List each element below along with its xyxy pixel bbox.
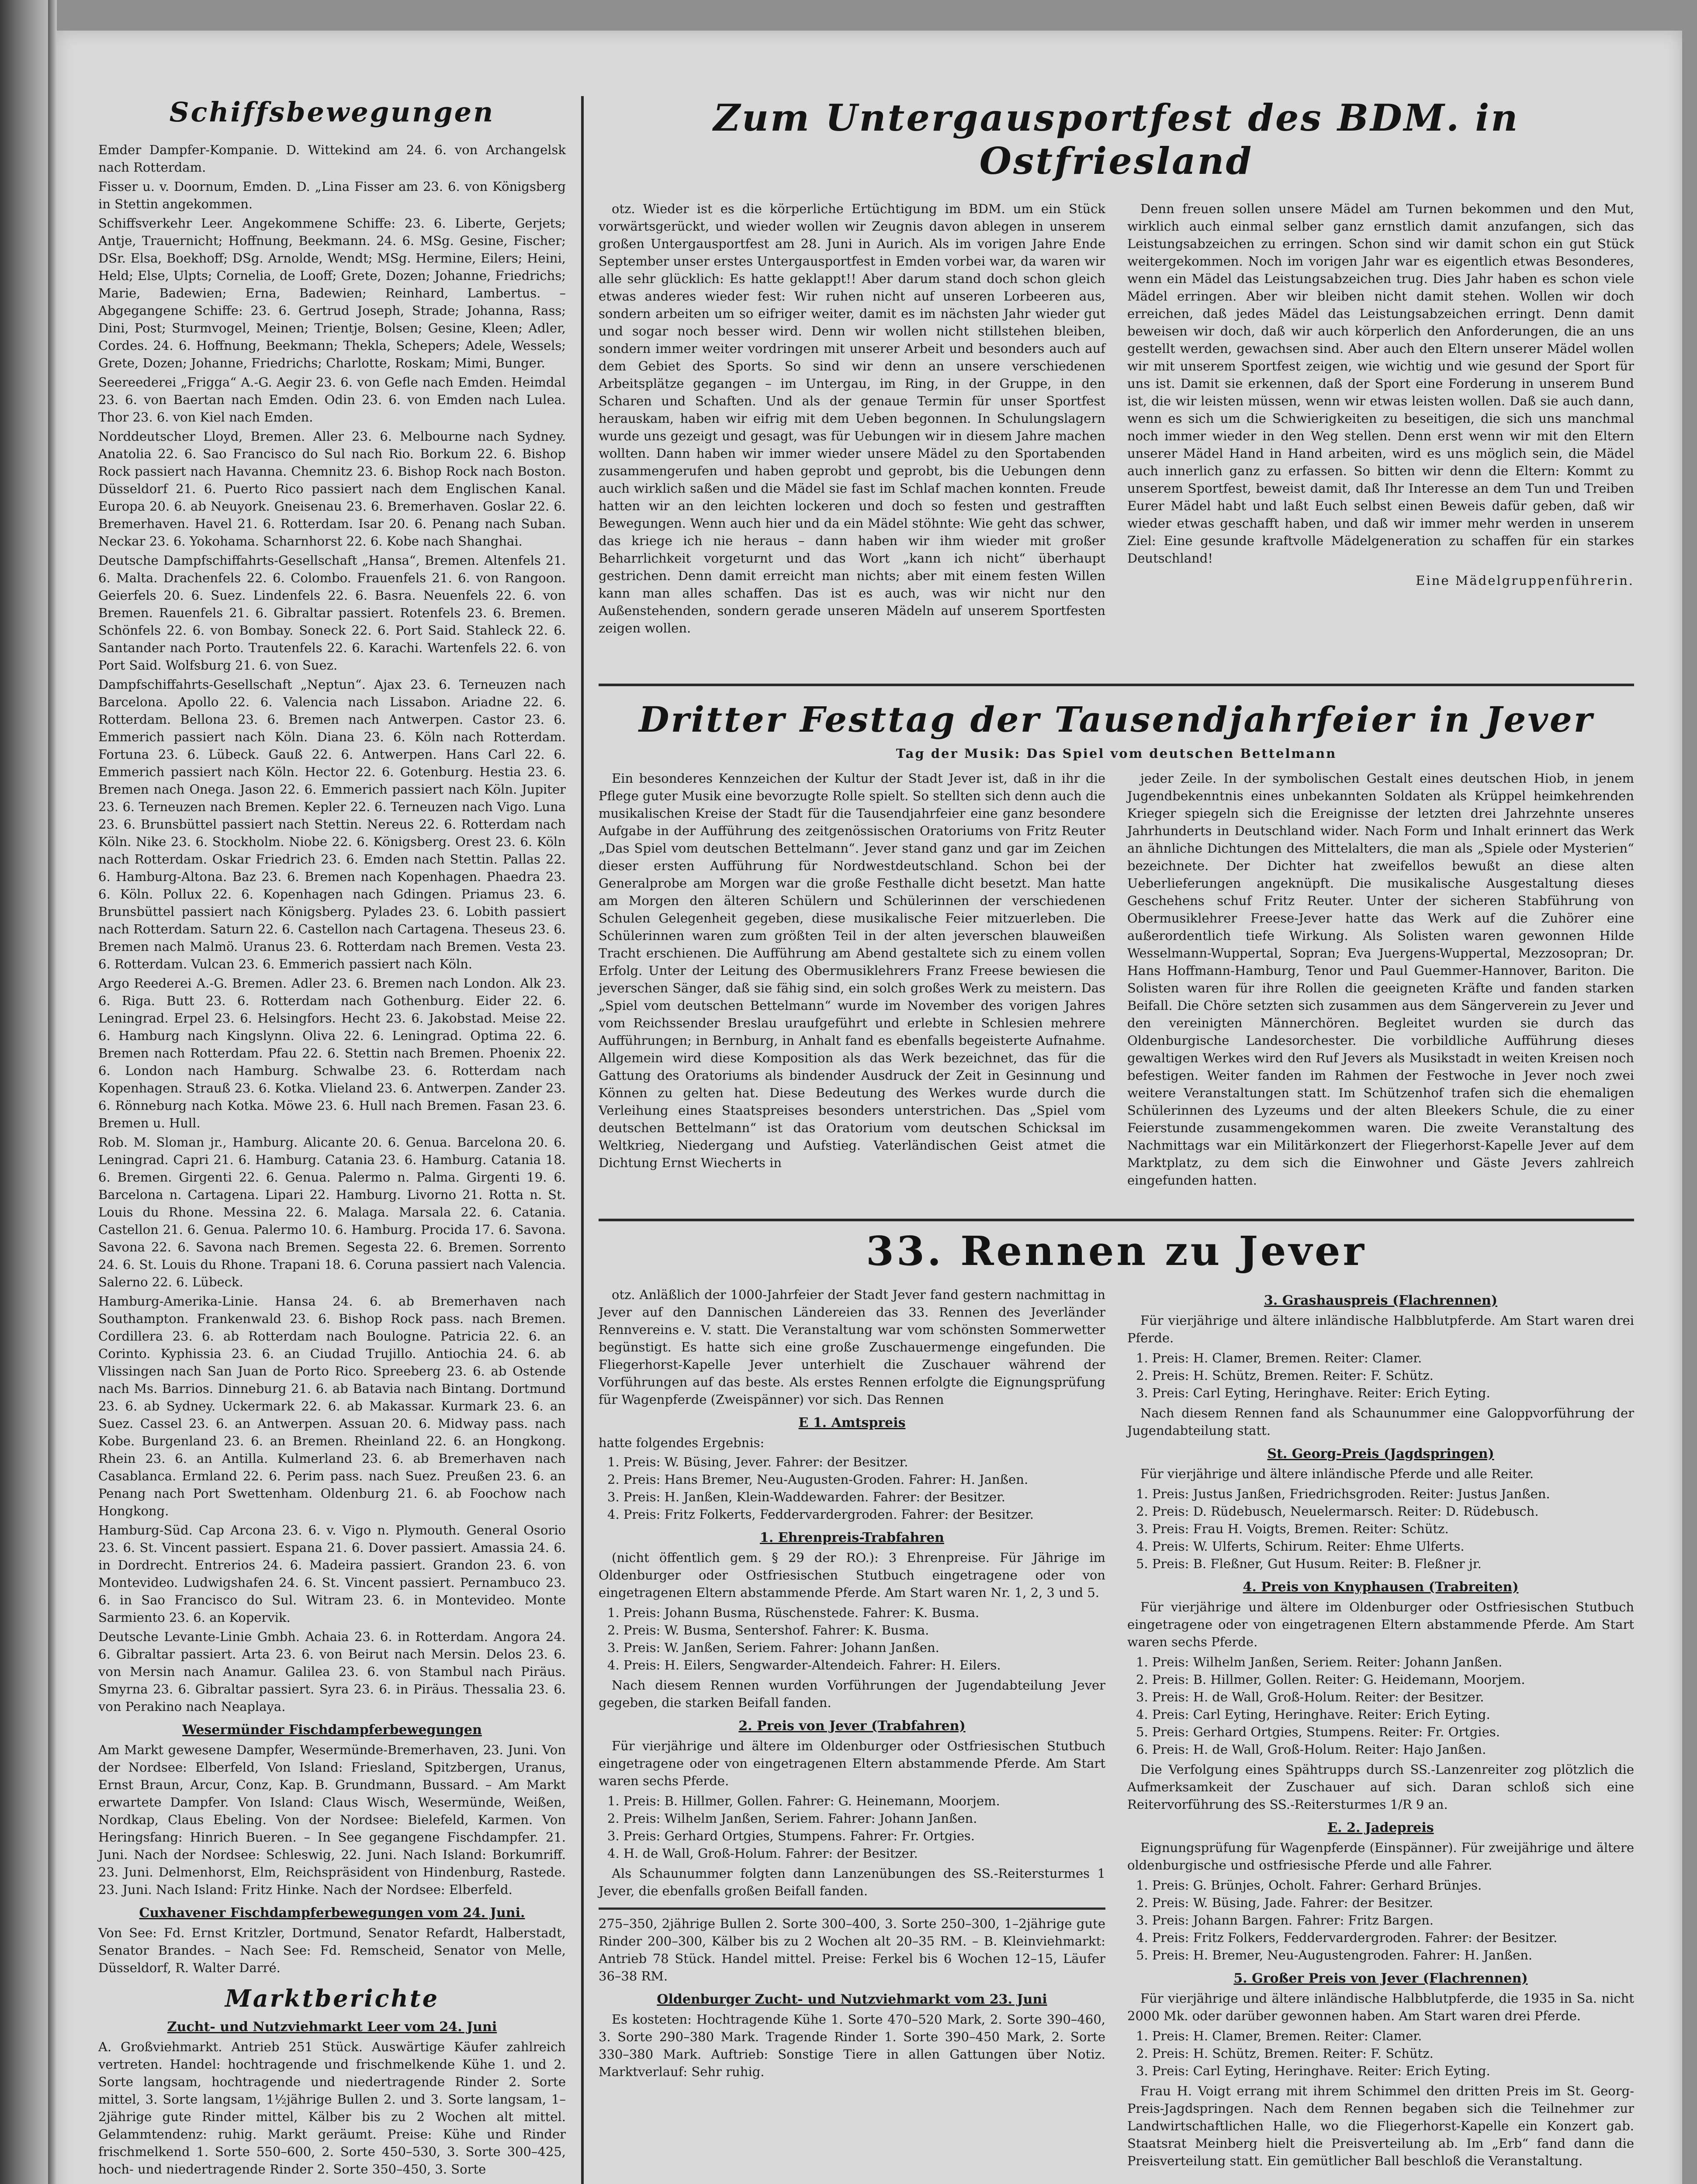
cuxhaven-subheading: Cuxhavener Fischdampferbewegungen vom 24. Juni. <box>139 1905 525 1921</box>
result-line: 3. Preis: Gerhard Ortgies, Stumpens. Fahrer: Fr. Ortgies. <box>607 1828 975 1843</box>
festival-column-2: jeder Zeile. In der symbolischen Gestalt eines deutschen Hiob, in jenem Jugendbekenntnis eines unbekannten Soldaten als Krüppel heimkehrenden Krieger spiegeln sich die Ereignisse der letzten drei Jahrzehnte unseres Jahrhunderts in Deutschland wider. Nach Form und Inhalt erinnert das Werk an ähnliche Dichtungen des Mittelalters, die man als „Spiele oder Mysterien“ bezeichnete. Der Dichter hat zweifellos bewußt an diese alten Ueberlieferungen angeknüpft. Die musikalische Ausgestaltung dieses Geschehens schuf Fritz Reuter. Unter der sicheren Stabführung von Obermusiklehrer Freese-Jever hatte das Werk auf die Zuhörer eine außerordentlich tiefe Wirkung. Als Solisten waren gewonnen Hilde Wesselmann-Wuppertal, Sopran; Eva Juergens-Wuppertal, Mezzosopran; Dr. Hans Hoffmann-Hamburg, Tenor und Paul Guemmer-Hannover, Bariton. Die Solisten waren für ihre Rollen die geeigneten Kräfte und fanden starken Beifall. Die Chöre setzten sich zusammen aus dem Sängerverein zu Jever und den vereinigten Männerchören. Begleitet wurden sie durch das Oldenburgische Landesorchester. Die vorbildliche Aufführung dieses gewaltigen Werkes wird den Ruf Jevers als Musikstadt in weiten Kreisen noch befestigen. Weiter fanden im Rahmen der Festwoche in Jever noch zwei weitere Veranstaltungen statt. Im Schützenhof trafen sich die ehemaligen Schülerinnen des Lyzeums und der alten Bleekers Schule, die zu einer Feierstunde zusammengekommen waren. Die zweite Veranstaltung des Nachmittags war ein Militärkonzert der Fliegerhorst-Kapelle Jever auf dem Marktplatz, zu dem sich die Einwohner und Gäste Jevers zahlreich eingefunden hatten. <box>1127 771 1634 1188</box>
oldenburg-market-report: Es kosteten: Hochtragende Kühe 1. Sorte 470–520 Mark, 2. Sorte 390–460, 3. Sorte 290–380 Mark. Tragende Rinder 1. Sorte 390–450 Mark, 2. Sorte 330–380 Mark. Auftrieb: Sonstige Tiere in allen Gattungen über Notiz. Marktverlauf: Sehr ruhig. <box>599 2012 1105 2079</box>
festival-columns <box>599 770 1634 1192</box>
result-line: 2. Preis: W. Busma, Sentershof. Fahrer: K. Busma. <box>607 1623 929 1638</box>
result-line: 4. Preis: H. Eilers, Sengwarder-Altendeich. Fahrer: H. Eilers. <box>607 1658 1001 1673</box>
race-column-2 <box>1127 1286 1634 2172</box>
result-line: 2. Preis: Hans Bremer, Neu-Augusten-Groden. Fahrer: H. Janßen. <box>607 1472 1029 1487</box>
festival-column-1: Ein besonderes Kennzeichen der Kultur der Stadt Jever ist, daß in ihr die Pflege guter Musik eine bevorzugte Rolle spielt. So stellten sich denn auch die musikalischen Kreise der Stadt für die Tausendjahrfeier eine ganz besondere Aufgabe in der Aufführung des zeitgenössischen Oratoriums von Fritz Reuter „Das Spiel vom deutschen Bettelmann“. Jever stand ganz und gar im Zeichen dieser ersten Aufführung für Nordwestdeutschland. Schon bei der Generalprobe am Morgen war die große Festhalle dicht besetzt. Man hatte am Morgen den älteren Schülern und Schülerinnen der verschiedenen Schulen Gelegenheit gegeben, diese musikalische Feier mitzuerleben. Die Schülerinnen waren zum größten Teil in der alten jeverschen blauweißen Tracht erschienen. Die Aufführung am Abend gestaltete sich zu einem vollen Erfolg. Unter der Leitung des Obermusiklehrers Franz Freese bewiesen die jeverschen Sänger, daß sie fähig sind, ein solch großes Werk zu meistern. Das „Spiel vom deutschen Bettelmann“ wurde im November des vorigen Jahres vom Reichssender Breslau uraufgeführt und erlebte in Schlesien mehrere Aufführungen; in Bernburg, in Anhalt fand es ebenfalls begeisterte Aufnahme. Allgemein wird diese Komposition als das Werk bezeichnet, das für die Gattung des Oratoriums als bindender Ausdruck der Zeit in Gesinnung und Können zu gelten hat. Diese Bedeutung des Werkes wurde durch die Verleihung eines Staatspreises besonders unterstrichen. Das „Spiel vom deutschen Bettelmann“ ist das Oratorium vom deutschen Schicksal im Weltkrieg, Niedergang und Aufstieg. Vaterländischen Geist atmet die Dichtung Ernst Wiecherts in <box>599 771 1105 1170</box>
bdm-column-2: Denn freuen sollen unsere Mädel am Turnen bekommen und den Mut, wirklich auch einmal selber ganz ernstlich damit anzufangen, sich das Leistungsabzeichen zu erringen. Schon sind wir damit schon ein gut Stück weitergekommen. Noch im vorigen Jahr war es eigentlich etwas Besonderes, wenn ein Mädel das Leistungsabzeichen trug. Dies Jahr haben es schon viele Mädel erringen. Aber wir bleiben nicht damit stehen. Wollen wir doch erreichen, daß jedes Mädel das Leistungsabzeichen erringt. Denn damit beweisen wir doch, daß wir auch körperlich den Anforderungen, die an uns gestellt werden, gewachsen sind. Aber auch den Eltern unserer Mädel wollen wir mit unserem Sportfest zeigen, wie wichtig und wie gesund der Sport für uns ist. Damit sie erkennen, daß der Sport eine Forderung in unserem Bund ist, die wir leisten müssen, wenn wir etwas leisten wollen. Daß sie auch dann, wenn es sich um die Schwierigkeiten zu beseitigen, die sich uns manchmal noch immer wieder in den Weg stellen. Denn erst wenn wir mit den Eltern unserer Mädel Hand in Hand arbeiten, wird es uns möglich sein, die Mädel auch innerlich ganz zu erfassen. So bitten wir denn die Eltern: Kommt zu unserem Sportfest, beweist damit, daß Ihr Interesse an dem Tun und Treiben Eurer Mädel habt und laßt Euch selbst einen Beweis dafür geben, daß wir wieder etwas geschafft haben, und daß wir immer mehr werden in unserem Ziel: Eine gesunde kraftvolle Mädelgeneration zu schaffen für ein starkes Deutschland! <box>1127 201 1634 566</box>
result-line: 2. Preis: H. Schütz, Bremen. Reiter: F. Schütz. <box>1136 1368 1434 1383</box>
left-column <box>98 96 566 2180</box>
result-line: 5. Preis: H. Bremer, Neu-Augustengroden. Fahrer: H. Janßen. <box>1136 1948 1533 1963</box>
result-line: 4. Preis: W. Ulferts, Schirum. Reiter: Ehme Ulferts. <box>1136 1539 1465 1554</box>
race-8-intro: Für vierjährige und ältere inländische Halbblutpferde, die 1935 in Sa. nicht 2000 Mk. oder darüber gewonnen haben. Am Start waren drei Pferde. <box>1127 1991 1634 2023</box>
shipping-entry: Norddeutscher Lloyd, Bremen. Aller 23. 6. Melbourne nach Sydney. Anatolia 22. 6. Sao Francisco do Sul nach Rio. Borkum 22. 6. Bishop Rock passiert nach Havanna. Chemnitz 23. 6. Bishop Rock nach Boston. Düsseldorf 21. 6. Puerto Rico passiert nach dem Englischen Kanal. Europa 20. 6. ab Neuyork. Gneisenau 23. 6. Bremerhaven. Goslar 22. 6. Bremerhaven. Havel 21. 6. Rotterdam. Isar 20. 6. Penang nach Suban. Neckar 23. 6. Yokohama. Scharnhorst 22. 6. Kobe nach Shanghai. <box>98 429 566 549</box>
race-4-intro: Für vierjährige und ältere inländische Halbblutpferde. Am Start waren drei Pferde. <box>1127 1313 1634 1345</box>
result-line: 2. Preis: B. Hillmer, Gollen. Reiter: G. Heidemann, Moorjem. <box>1136 1672 1525 1687</box>
race-2-after: Nach diesem Rennen wurden Vorführungen der Jugendabteilung Jever gegeben, die starken Beifall fanden. <box>599 1678 1105 1710</box>
race-2-title: 1. Ehrenpreis-Trabfahren <box>759 1530 944 1545</box>
bdm-headline: Zum Untergausportfest des BDM. in Ostfriesland <box>713 96 1520 183</box>
race-8-results <box>1127 2027 1634 2080</box>
shipping-entry: Dampfschiffahrts-Gesellschaft „Neptun“. Ajax 23. 6. Terneuzen nach Barcelona. Apollo 22. 6. Valencia nach Lissabon. Ariadne 22. 6. Rotterdam. Bellona 23. 6. Bremen nach Antwerpen. Castor 23. 6. Emmerich passiert nach Köln. Diana 23. 6. Köln nach Rotterdam. Fortuna 23. 6. Lübeck. Gauß 22. 6. Antwerpen. Hans Carl 22. 6. Emmerich passiert nach Köln. Hector 22. 6. Gotenburg. Hestia 23. 6. Bremen nach Onega. Jason 22. 6. Emmerich passiert nach Köln. Jupiter 23. 6. Terneuzen nach Bremen. Kepler 22. 6. Terneuzen nach Vigo. Luna 23. 6. Brunsbüttel passiert nach Stettin. Nereus 22. 6. Rotterdam nach Köln. Nike 23. 6. Stockholm. Niobe 22. 6. Königsberg. Orest 23. 6. Köln nach Rotterdam. Oskar Friedrich 23. 6. Emden nach Stettin. Pallas 22. 6. Hamburg-Altona. Baz 23. 6. Bremen nach Kopenhagen. Phaedra 23. 6. Köln. Pollux 22. 6. Kopenhagen nach Gdingen. Priamus 23. 6. Brunsbüttel passiert nach Königsberg. Pylades 23. 6. Lobith passiert nach Rotterdam. Saturn 22. 6. Castellon nach Cartagena. Theseus 23. 6. Bremen nach Malmö. Uranus 23. 6. Rotterdam nach Bremen. Vesta 23. 6. Rotterdam. Vulcan 23. 6. Emmerich passiert nach Köln. <box>98 677 566 971</box>
column-rule <box>581 96 584 2184</box>
book-spine <box>0 0 48 2184</box>
race-1-intro: hatte folgendes Ergebnis: <box>599 1435 765 1450</box>
shipping-entry: Schiffsverkehr Leer. Angekommene Schiffe: 23. 6. Liberte, Gerjets; Antje, Trauernicht; Hoffnung, Beekmann. 24. 6. MSg. Gesine, Fischer; DSr. Elsa, Boekhoff; DSg. Arnolde, Wendt; MSg. Hermine, Eilers; Heini, Held; Else, Ulpts; Cornelia, de Looff; Grete, Dozen; Johanne, Friedrichs; Marie, Badewien; Erna, Badewien; Reinhard, Lambertus. – Abgegangene Schiffe: 23. 6. Gertrud Joseph, Strade; Johanna, Rass; Dini, Post; Sturmvogel, Meinen; Trientje, Bolsen; Gesine, Kleen; Adler, Cordes. 24. 6. Hoffnung, Beekmann; Thekla, Schepers; Adele, Wessels; Grete, Dozen; Johanne, Friedrichs; Charlotte, Roskam; Mimi, Bunger. <box>98 216 566 370</box>
shipping-entry: Hamburg-Amerika-Linie. Hansa 24. 6. ab Bremerhaven nach Southampton. Frankenwald 23. 6. Bishop Rock pass. nach Bremen. Cordillera 23. 6. ab Rotterdam nach Boulogne. Patricia 22. 6. an Corinto. Kyphissia 23. 6. an Ciudad Trujillo. Antiochia 24. 6. ab Vlissingen nach San Juan de Porto Rico. Spreeberg 23. 6. ab Ostende nach Ms. Barrios. Dinneburg 21. 6. ab Batavia nach Bintang. Dortmund 23. 6. ab Sydney. Uckermark 22. 6. ab Makassar. Kurmark 23. 6. an Suez. Cassel 23. 6. an Antwerpen. Assuan 20. 6. Midway pass. nach Kobe. Burgenland 23. 6. an Bremen. Rheinland 22. 6. an Hongkong. Rhein 23. 6. an Antilla. Kulmerland 23. 6. ab Bremerhaven nach Casablanca. Ermland 22. 6. Perim pass. nach Suez. Preußen 23. 6. an Penang nach Port Swettenham. Oldenburg 21. 6. ab Foochow nach Hongkong. <box>98 1294 566 1518</box>
race-8-title: 5. Großer Preis von Jever (Flachrennen) <box>1233 1971 1528 1986</box>
result-line: 4. Preis: Fritz Folkers, Feddervardergroden. Fahrer: der Besitzer. <box>1136 1930 1558 1945</box>
market-continuation-rule <box>599 1908 1105 1910</box>
fish-report: Am Markt gewesene Dampfer, Wesermünde-Bremerhaven, 23. Juni. Von der Nordsee: Elberfeld, Von Island: Friesland, Spitzbergen, Uranus, Ernst Braun, Arcur, Conz, Kap. B. Grundmann, Bussard. – Am Markt erwartete Dampfer. Von Island: Claus Wisch, Wesermünde, Weißen, Nordkap, Claus Ebeling. Von der Nordsee: Bielefeld, Karmen. Von Heringsfang: Hinrich Bueren. – In See gegangene Fischdampfer. 21. Juni. Nach der Nordsee: Schleswig, 22. Juni. Nach Island: Borkumriff. 23. Juni. Delmenhorst, Elm, Reichspräsident von Hindenburg, Rastede. 23. Juni. Nach Island: Fritz Hinke. Nach der Nordsee: Elberfeld. <box>98 1742 566 1897</box>
race-2-intro: (nicht öffentlich gem. § 29 der RO.): 3 Ehrenpreise. Für Jährige im Oldenburger oder Ostfriesischen Stutbuch eingetragene oder von eingetragenen Eltern abstammende Pferde. Am Start waren Nr. 1, 2, 3 und 5. <box>599 1550 1105 1600</box>
result-line: 3. Preis: H. de Wall, Groß-Holum. Reiter: der Besitzer. <box>1136 1690 1484 1704</box>
result-line: 4. Preis: Fritz Folkerts, Feddervardergroden. Fahrer: der Besitzer. <box>607 1507 1034 1522</box>
race-3-results <box>599 1792 1105 1862</box>
book-spine-edge <box>48 0 57 2184</box>
race-4-after: Nach diesem Rennen fand als Schaunummer eine Galoppvorführung der Jugendabteilung statt. <box>1127 1406 1634 1438</box>
result-line: 3. Preis: Johann Bargen. Fahrer: Fritz Bargen. <box>1136 1913 1434 1928</box>
result-line: 5. Preis: Gerhard Ortgies, Stumpens. Reiter: Fr. Ortgies. <box>1136 1724 1500 1739</box>
newspaper-page <box>57 31 1682 2184</box>
shipping-entry: Argo Reederei A.-G. Bremen. Adler 23. 6. Bremen nach London. Alk 23. 6. Riga. Butt 23. 6. Rotterdam nach Gothenburg. Eider 22. 6. Leningrad. Erpel 23. 6. Helsingfors. Hecht 23. 6. Jakobstad. Meise 22. 6. Hamburg nach Kingslynn. Oliva 22. 6. Leningrad. Optima 22. 6. Bremen nach Rotterdam. Pfau 22. 6. Stettin nach Bremen. Phoenix 22. 6. London nach Hamburg. Schwalbe 23. 6. Rotterdam nach Kopenhagen. Strauß 23. 6. Kotka. Vlieland 23. 6. Antwerpen. Zander 23. 6. Rönneburg nach Kotka. Möwe 23. 6. Hull nach Bremen. Fasan 23. 6. Bremen u. Hull. <box>98 976 566 1130</box>
race-5-intro: Für vierjährige und ältere inländische Pferde und alle Reiter. <box>1140 1466 1534 1481</box>
race-2-results <box>599 1604 1105 1674</box>
bdm-column-2-wrap <box>1127 200 1634 639</box>
oldenburg-market-title: Oldenburger Zucht- und Nutzviehmarkt vom 23. Juni <box>657 1992 1047 2007</box>
section-rule <box>599 1219 1634 1221</box>
result-line: 3. Preis: Carl Eyting, Heringhave. Reiter: Erich Eyting. <box>1136 1386 1490 1400</box>
race-3-title: 2. Preis von Jever (Trabfahren) <box>738 1718 966 1734</box>
festival-byline: Tag der Musik: Das Spiel vom deutschen Bettelmann <box>896 746 1337 761</box>
market-heading: Marktberichte <box>225 1984 440 2012</box>
result-line: 1. Preis: W. Büsing, Jever. Fahrer: der Besitzer. <box>607 1455 908 1469</box>
race-3-after: Als Schaunummer folgten dann Lanzenübungen des SS.-Reitersturmes 1 Jever, die ebenfalls großen Beifall fanden. <box>599 1866 1105 1898</box>
race-4-title: 3. Grashauspreis (Flachrennen) <box>1264 1293 1498 1308</box>
market-continuation: 275–350, 2jährige Bullen 2. Sorte 300–400, 3. Sorte 250–300, 1–2jährige gute Rinder 200–300, Kälber bis zu 2 Wochen alt 20–35 RM. – B. Kleinviehmarkt: Antrieb 78 Stück. Handel mittel. Preise: Ferkel bis 6 Wochen 12–15, Läufer 36–38 RM. <box>599 1916 1105 1984</box>
race-article <box>599 1227 1634 2172</box>
cuxhaven-report: Von See: Fd. Ernst Kritzler, Dortmund, Senator Refardt, Halberstadt, Senator Brandes. – Nach See: Fd. Remscheid, Senator von Melle, Düsseldorf, R. Walter Darré. <box>98 1925 566 1975</box>
result-line: 2. Preis: W. Büsing, Jade. Fahrer: der Besitzer. <box>1136 1895 1434 1910</box>
result-line: 2. Preis: H. Schütz, Bremen. Reiter: F. Schütz. <box>1136 2046 1434 2061</box>
race-7-intro: Eignungsprüfung für Wagenpferde (Einspänner). Für zweijährige und ältere oldenburgische und ostfriesische Pferde und alle Fahrer. <box>1127 1840 1634 1873</box>
result-line: 3. Preis: W. Janßen, Seriem. Fahrer: Johann Janßen. <box>607 1640 939 1655</box>
shipping-entry: Seereederei „Frigga“ A.-G. Aegir 23. 6. von Gefle nach Emden. Heimdal 23. 6. von Baertan nach Emden. Odin 23. 6. von Emden nach Lulea. Thor 23. 6. von Kiel nach Emden. <box>98 375 566 425</box>
race-4-results <box>1127 1349 1634 1402</box>
festival-article <box>599 699 1634 1192</box>
shipping-entry: Deutsche Levante-Linie Gmbh. Achaia 23. 6. in Rotterdam. Angora 24. 6. Gibraltar passiert. Arta 23. 6. von Beirut nach Mersin. Delos 23. 6. von Mersin nach Anamur. Galilea 23. 6. von Stambul nach Piräus. Smyrna 23. 6. Gibraltar passiert. Syra 23. 6. in Piräus. Thessalia 23. 6. von Perakino nach Neaplaya. <box>98 1629 566 1714</box>
shipping-entry: Deutsche Dampfschiffahrts-Gesellschaft „Hansa“, Bremen. Altenfels 21. 6. Malta. Drachenfels 22. 6. Colombo. Frauenfels 21. 6. von Rangoon. Geierfels 20. 6. Suez. Lindenfels 22. 6. Basra. Neuenfels 22. 6. von Bremen. Rauenfels 21. 6. Gibraltar passiert. Rotenfels 23. 6. Bremen. Schönfels 22. 6. von Bombay. Soneck 22. 6. Port Said. Stahleck 22. 6. Santander nach Porto. Trautenfels 22. 6. Karachi. Wartenfels 22. 6. von Port Said. Wolfsburg 21. 6. von Suez. <box>98 553 566 673</box>
result-line: 1. Preis: H. Clamer, Bremen. Reiter: Clamer. <box>1136 2028 1422 2043</box>
result-line: 4. H. de Wall, Groß-Holum. Fahrer: der Besitzer. <box>607 1846 918 1861</box>
bdm-column-1: otz. Wieder ist es die körperliche Ertüchtigung im BDM. um ein Stück vorwärtsgerückt, und wieder wollen wir Zeugnis davon ablegen in unserem großen Untergausportfest am 28. Juni in Aurich. Als im vorigen Jahre Ende September unser erstes Untergausportfest in Emden vorbei war, da waren wir alle sehr glücklich: Es hatte geklappt!! Aber darum stand doch schon gleich etwas anderes wieder fest: Wir ruhen nicht auf unseren Lorbeeren aus, sondern arbeiten um so eifriger weiter, damit es im nächsten Jahr wieder gut und sogar noch besser wird. Denn wir wollen nicht stillstehen bleiben, sondern immer weiter vordringen mit unserer Arbeit und besonders auch auf dem Gebiet des Sports. So sind wir denn an unsere verschiedenen Arbeitsplätze gegangen – im Untergau, im Ring, in der Gruppe, in den Scharen und Schaften. Und als der genaue Termin für unser Sportfest herauskam, haben wir eifrig mit dem Ueben begonnen. In Schulungslagern wurde uns gezeigt und gesagt, was für Uebungen wir in diesem Jahre machen wollten. Dann haben wir immer wieder unsere Mädel zu den Sportabenden zusammengerufen und haben geprobt und geprobt, bis die Uebungen denn auch wirklich saßen und die Mädel sie fast im Schlaf machen konnten. Freude hatten wir an den leichten lockeren und doch so festen und gestrafften Bewegungen. Wenn auch hier und da ein Mädel stöhnte: Wie geht das schwer, das kriege ich nie heraus – dann haben wir ihm wieder mit großer Beharrlichkeit vorgeturnt und das Wort „kann ich nicht“ überhaupt gestrichen. Denn damit erreicht man nichts; aber mit einem festen Willen kann man alles schaffen. Das ist es auch, was wir nicht nur den Außenstehenden, sondern gerade unseren Mädeln auf unserem Sportfesten zeigen wollen. <box>599 201 1105 636</box>
market-report: A. Großviehmarkt. Antrieb 251 Stück. Auswärtige Käufer zahlreich vertreten. Handel: hochtragende und frischmelkende Kühe 1. und 2. Sorte langsam, hochtragende und niedertragende Rinder 2. Sorte mittel, 3. Sorte langsam, 1½jährige Bullen 2. und 3. Sorte langsam, 1–2jährige gute Rinder mittel, Kälber bis zu 2 Wochen alt mittel. Gelammtendenz: ruhig. Markt geräumt. Preise: Kühe und Rinder frischmelkend 1. Sorte 550–600, 2. Sorte 450–530, 3. Sorte 300–425, hoch- und niedertragende Rinder 2. Sorte 350–450, 3. Sorte <box>98 2039 566 2177</box>
result-line: 2. Preis: D. Rüdebusch, Neuelermarsch. Reiter: D. Rüdebusch. <box>1136 1504 1539 1519</box>
race-column-1 <box>599 1286 1105 2172</box>
race-1-title: E 1. Amtspreis <box>798 1415 906 1431</box>
shipping-list <box>98 141 566 1715</box>
race-6-after: Die Verfolgung eines Spähtrupps durch SS.-Lanzenreiter zog plötzlich die Aufmerksamkeit der Zuschauer auf sich. Daran schloß sich eine Reitervorführung des SS.-Reitersturmes 1/R 9 an. <box>1127 1762 1634 1812</box>
shipping-entry: Fisser u. v. Doornum, Emden. D. „Lina Fisser am 23. 6. von Königsberg in Stettin angekommen. <box>98 179 566 211</box>
result-line: 1. Preis: Wilhelm Janßen, Seriem. Reiter: Johann Janßen. <box>1136 1655 1503 1669</box>
bdm-signature: Eine Mädelgruppenführerin. <box>1416 573 1634 588</box>
shipping-heading: Schiffsbewegungen <box>169 96 495 128</box>
result-line: 3. Preis: Frau H. Voigts, Bremen. Reiter: Schütz. <box>1136 1521 1449 1536</box>
result-line: 1. Preis: H. Clamer, Bremen. Reiter: Clamer. <box>1136 1351 1422 1365</box>
result-line: 3. Preis: H. Janßen, Klein-Waddewarden. Fahrer: der Besitzer. <box>607 1489 1005 1504</box>
race-6-intro: Für vierjährige und ältere im Oldenburger oder Ostfriesischen Stutbuch eingetragene oder von eingetragenen Eltern abstammende Pferde. Am Start waren sechs Pferde. <box>1127 1600 1634 1649</box>
race-7-results <box>1127 1876 1634 1964</box>
result-line: 3. Preis: Carl Eyting, Heringhave. Reiter: Erich Eyting. <box>1136 2063 1490 2078</box>
result-line: 2. Preis: Wilhelm Janßen, Seriem. Fahrer: Johann Janßen. <box>607 1811 977 1826</box>
race-7-title: E. 2. Jadepreis <box>1327 1820 1434 1835</box>
race-6-title: 4. Preis von Knyphausen (Trabreiten) <box>1243 1579 1519 1595</box>
race-headline: 33. Rennen zu Jever <box>866 1227 1367 1275</box>
result-line: 6. Preis: H. de Wall, Groß-Holum. Reiter: Hajo Janßen. <box>1136 1742 1486 1757</box>
race-1-results <box>599 1453 1105 1523</box>
result-line: 1. Preis: B. Hillmer, Gollen. Fahrer: G. Heinemann, Moorjem. <box>607 1794 1000 1808</box>
race-8-after: Frau H. Voigt errang mit ihrem Schimmel den dritten Preis im St. Georg-Preis-Jagdspringen. Nach dem Rennen begaben sich die Teilnehmer zur Landwirtschaftlichen Halle, wo die Fliegerhorst-Kapelle ein Konzert gab. Staatsrat Meinberg hielt die Preisverteilung ab. Im „Erb“ fand dann die Preisverteilung statt. Ein gemütlicher Ball beschloß die Veranstaltung. <box>1127 2084 1634 2168</box>
race-5-results <box>1127 1485 1634 1572</box>
shipping-entry: Hamburg-Süd. Cap Arcona 23. 6. v. Vigo n. Plymouth. General Osorio 23. 6. St. Vincent passiert. Espana 21. 6. Dover passiert. Amassia 24. 6. in Dordrecht. Entrerios 24. 6. Madeira passiert. Grandon 23. 6. von Montevideo. Ludwigshafen 24. 6. St. Vincent passiert. Pernambuco 23. 6. in Sao Francisco do Sul. Witram 23. 6. in Montevideo. Monte Sarmiento 23. 6. an Kopervik. <box>98 1523 566 1625</box>
race-intro: otz. Anläßlich der 1000-Jahrfeier der Stadt Jever fand gestern nachmittag in Jever auf den Dannischen Ländereien das 33. Rennen des Jeverländer Rennvereins e. V. statt. Die Veranstaltung war vom schönsten Sommerwetter begünstigt. Es hatte sich eine große Zuschauermenge eingefunden. Die Fliegerhorst-Kapelle Jever unterhielt die Zuschauer während der Vorführungen auf das beste. Als erstes Rennen erfolgte die Eignungsprüfung für Wagenpferde (Zweispänner) vor sich. Das Rennen <box>599 1287 1105 1407</box>
result-line: 4. Preis: Carl Eyting, Heringhave. Reiter: Erich Eyting. <box>1136 1707 1490 1722</box>
result-line: 5. Preis: B. Fleßner, Gut Husum. Reiter: B. Fleßner jr. <box>1136 1556 1482 1571</box>
race-5-title: St. Georg-Preis (Jagdspringen) <box>1267 1446 1494 1462</box>
fish-subheading: Wesermünder Fischdampferbewegungen <box>182 1722 482 1738</box>
result-line: 1. Preis: Justus Janßen, Friedrichsgroden. Reiter: Justus Janßen. <box>1136 1486 1550 1501</box>
market-subheading: Zucht- und Nutzviehmarkt Leer vom 24. Juni <box>167 2019 497 2035</box>
shipping-entry: Rob. M. Sloman jr., Hamburg. Alicante 20. 6. Genua. Barcelona 20. 6. Leningrad. Capri 21. 6. Hamburg. Catania 23. 6. Hamburg. Catania 18. 6. Bremen. Girgenti 22. 6. Genua. Palermo n. Palma. Girgenti 19. 6. Barcelona n. Cartagena. Lipari 22. Hamburg. Livorno 21. Rotta n. St. Louis du Rhone. Messina 22. 6. Malaga. Marsala 22. 6. Catania. Castellon 21. 6. Genua. Palermo 10. 6. Hamburg. Procida 17. 6. Savona. Savona 22. 6. Savona nach Bremen. Segesta 22. 6. Bremen. Sorrento 24. 6. St. Louis du Rhone. Trapani 18. 6. Coruna passiert nach Valencia. Salerno 22. 6. Lübeck. <box>98 1135 566 1289</box>
bdm-article <box>599 96 1634 639</box>
race-3-intro: Für vierjährige und ältere im Oldenburger oder Ostfriesischen Stutbuch eingetragene oder von eingetragenen Eltern abstammende Pferde. Am Start waren sechs Pferde. <box>599 1738 1105 1788</box>
race-columns <box>599 1286 1634 2172</box>
section-rule <box>599 684 1634 686</box>
shipping-entry: Emder Dampfer-Kompanie. D. Wittekind am 24. 6. von Archangelsk nach Rotterdam. <box>98 142 566 175</box>
result-line: 1. Preis: G. Brünjes, Ocholt. Fahrer: Gerhard Brünjes. <box>1136 1878 1482 1893</box>
race-6-results <box>1127 1653 1634 1758</box>
result-line: 1. Preis: Johann Busma, Rüschenstede. Fahrer: K. Busma. <box>607 1605 980 1620</box>
bdm-columns <box>599 200 1634 639</box>
festival-headline: Dritter Festtag der Tausendjahrfeier in Jever <box>639 699 1594 740</box>
